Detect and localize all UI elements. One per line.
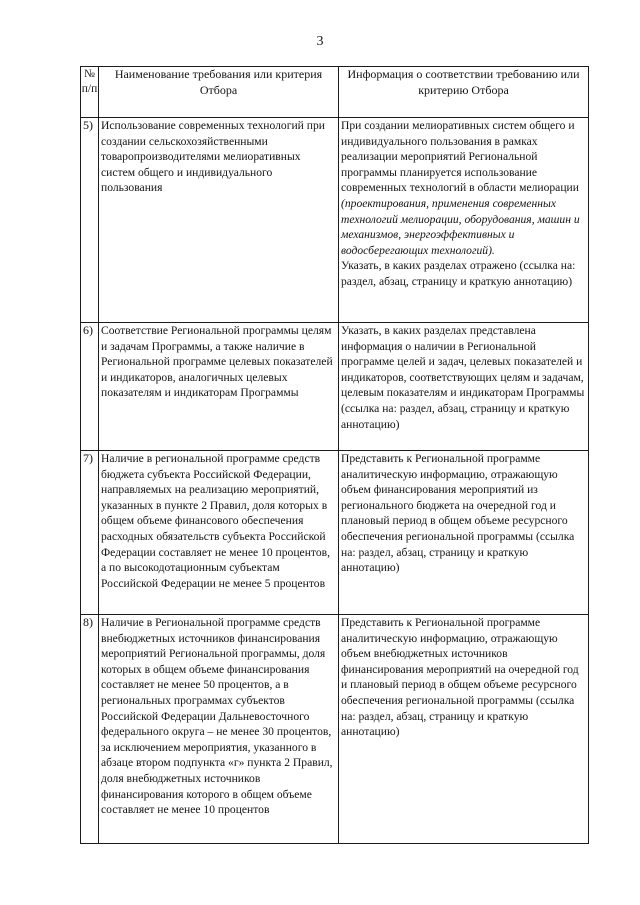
requirement-name: Использование современных технологий при создании сельскохозяйственными товаропроизводителями мелиоративных систем общего и индивидуального пользования bbox=[99, 118, 339, 323]
compliance-info: Указать, в каких разделах представлена информация о наличии в Региональной программе целей и задач, целевых показателей и индикаторов, соответствующих целям и задачам, целевым показателям и индикаторам Программы (ссылка на: раздел, абзац, страницу и краткую аннотацию) bbox=[339, 323, 589, 451]
compliance-info-italic: (проектирования, применения современных технологий мелиорации, оборудования, машин и механизмов, энергоэффективных и водосберегающих технологий). bbox=[341, 196, 580, 257]
compliance-info bbox=[339, 118, 589, 323]
header-number: № п/п bbox=[81, 67, 99, 118]
page-number: 3 bbox=[316, 34, 324, 49]
header-requirement-name: Наименование требования или критерия Отбора bbox=[99, 67, 339, 118]
table-row bbox=[81, 451, 589, 615]
requirement-name: Наличие в региональной программе средств бюджета субъекта Российской Федерации, направляемых на реализацию мероприятий, указанных в пункте 2 Правил, доля которых в общем объеме финансового обеспечения расходных обязательств субъекта Российской Федерации составляет не менее 10 процентов, а по высокодотационным субъектам Российской Федерации не менее 5 процентов bbox=[99, 451, 339, 615]
row-number: 8) bbox=[81, 615, 99, 844]
compliance-info: Представить к Региональной программе аналитическую информацию, отражающую объем внебюджетных источников финансирования мероприятий на очередной год и плановый период в общем объеме ресурсного обеспечения региональной программы (ссылка на: раздел, абзац, страницу и краткую аннотацию) bbox=[339, 615, 589, 844]
requirement-name: Соответствие Региональной программы целям и задачам Программы, а также наличие в Региональной программе целевых показателей и индикаторов, аналогичных целевых показателям и индикаторам Программы bbox=[99, 323, 339, 451]
header-compliance-info: Информация о соответствии требованию или критерию Отбора bbox=[339, 67, 589, 118]
compliance-info-tail: Указать, в каких разделах отражено (ссылка на: раздел, абзац, страницу и краткую аннотацию) bbox=[341, 259, 576, 288]
row-number: 7) bbox=[81, 451, 99, 615]
row-number: 6) bbox=[81, 323, 99, 451]
compliance-info-main: При создании мелиоративных систем общего и индивидуального пользования в рамках реализации мероприятий Региональной программы планируется использование современных технологий в области мелиорации bbox=[341, 119, 579, 195]
table-header-row bbox=[81, 67, 589, 118]
row-number: 5) bbox=[81, 118, 99, 323]
compliance-info: Представить к Региональной программе аналитическую информацию, отражающую объем финансирования мероприятий из регионального бюджета на очередной год и плановый период в общем объеме ресурсного обеспечения региональной программы (ссылка на: раздел, абзац, страницу и краткую аннотацию) bbox=[339, 451, 589, 615]
table-row bbox=[81, 615, 589, 844]
requirement-name: Наличие в Региональной программе средств внебюджетных источников финансирования мероприятий Региональной программы, доля которых в общем объеме финансирования составляет не менее 50 процентов, а в региональных программах субъектов Российской Федерации Дальневосточного федерального округа – не менее 30 процентов, за исключением мероприятия, указанного в абзаце втором подпункта «г» пункта 2 Правил, доля внебюджетных источников финансирования которого в общем объеме составляет не менее 10 процентов bbox=[99, 615, 339, 844]
table-row bbox=[81, 323, 589, 451]
table-row bbox=[81, 118, 589, 323]
criteria-table bbox=[80, 66, 589, 844]
